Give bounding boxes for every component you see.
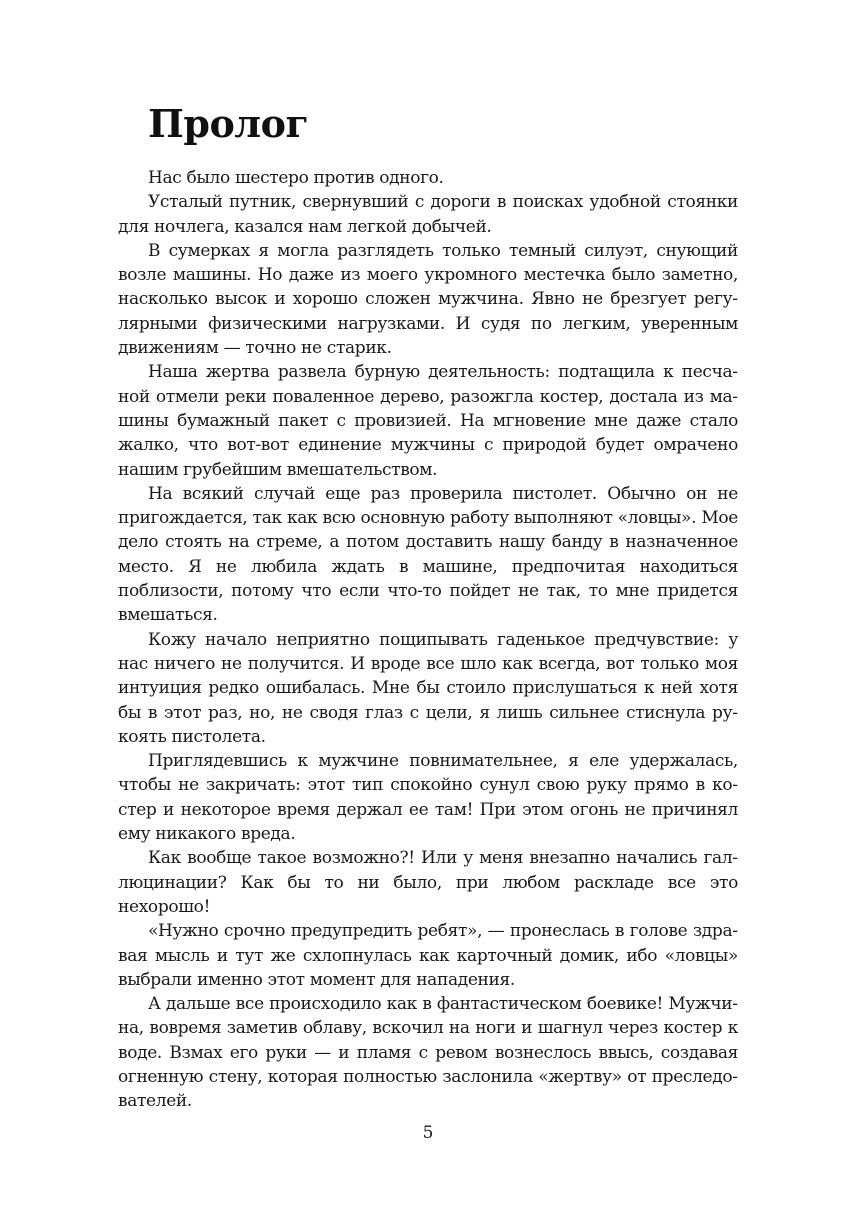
paragraph: Приглядевшись к мужчине повнимательнее, я еле удержалась, чтобы не закричать: этот тип спокойно сунул свою руку прямо в костер и некоторое время держал ее там! При этом огонь не причинял ему никакого вреда. — [118, 751, 738, 845]
paragraph: Нас было шестеро против одного. — [148, 168, 444, 188]
paragraph: Усталый путник, свернувший с дороги в поисках удобной стоянки для ночлега, казался нам легкой добычей. — [118, 192, 738, 237]
paragraph: Наша жертва развела бурную деятельность: подтащила к песчаной отмели реки поваленное дерево, разожгла костер, достала из машины бумажный пакет с провизией. На мгновение мне даже стало жалко, что вот-вот единение мужчины с природой будет омрачено нашим грубейшим вмешательством. — [118, 362, 738, 480]
paragraph: В сумерках я могла разглядеть только темный силуэт, снующий возле машины. Но даже из моего укромного местечка было заметно, насколько высок и хорошо сложен мужчина. Явно не брезгует регулярными физическими нагрузками. И судя по легким, уверенным движениям — точно не старик. — [118, 240, 738, 359]
paragraph: Как вообще такое возможно?! Или у меня внезапно начались галлюцинации? Как бы то ни было, при любом раскладе все это нехорошо! — [118, 848, 738, 917]
paragraph: А дальше все происходило как в фантастическом боевике! Мужчина, вовремя заметив облаву, вскочил на ноги и шагнул через костер к воде. Взмах его руки — и пламя с ревом вознеслось ввысь, создавая огненную стену, которая полностью заслонила «жертву» от преследователей. — [118, 994, 738, 1112]
chapter-body — [118, 166, 738, 1114]
page-number: 5 — [422, 1123, 434, 1143]
paragraph: Кожу начало неприятно пощипывать гаденькое предчувствие: у нас ничего не получится. И вроде все шло как всегда, вот только моя интуиция редко ошибалась. Мне бы стоило прислушаться к ней хотя бы в этот раз, но, не сводя глаз с цели, я лишь сильнее стиснула рукоять пистолета. — [118, 629, 738, 747]
paragraph: «Нужно срочно предупредить ребят», — пронеслась в голове здравая мысль и тут же схлопнулась как карточный домик, ибо «ловцы» выбрали именно этот момент для нападения. — [118, 921, 738, 990]
paragraph: На всякий случай еще раз проверила пистолет. Обычно он не пригождается, так как всю основную работу выполняют «ловцы». Мое дело стоять на стреме, а потом доставить нашу банду в назначенное место. Я не любила ждать в машине, предпочитая находиться поблизости, потому что если что-то пойдет не так, то мне придется вмешаться. — [118, 483, 738, 626]
chapter-title: Пролог — [148, 101, 309, 146]
